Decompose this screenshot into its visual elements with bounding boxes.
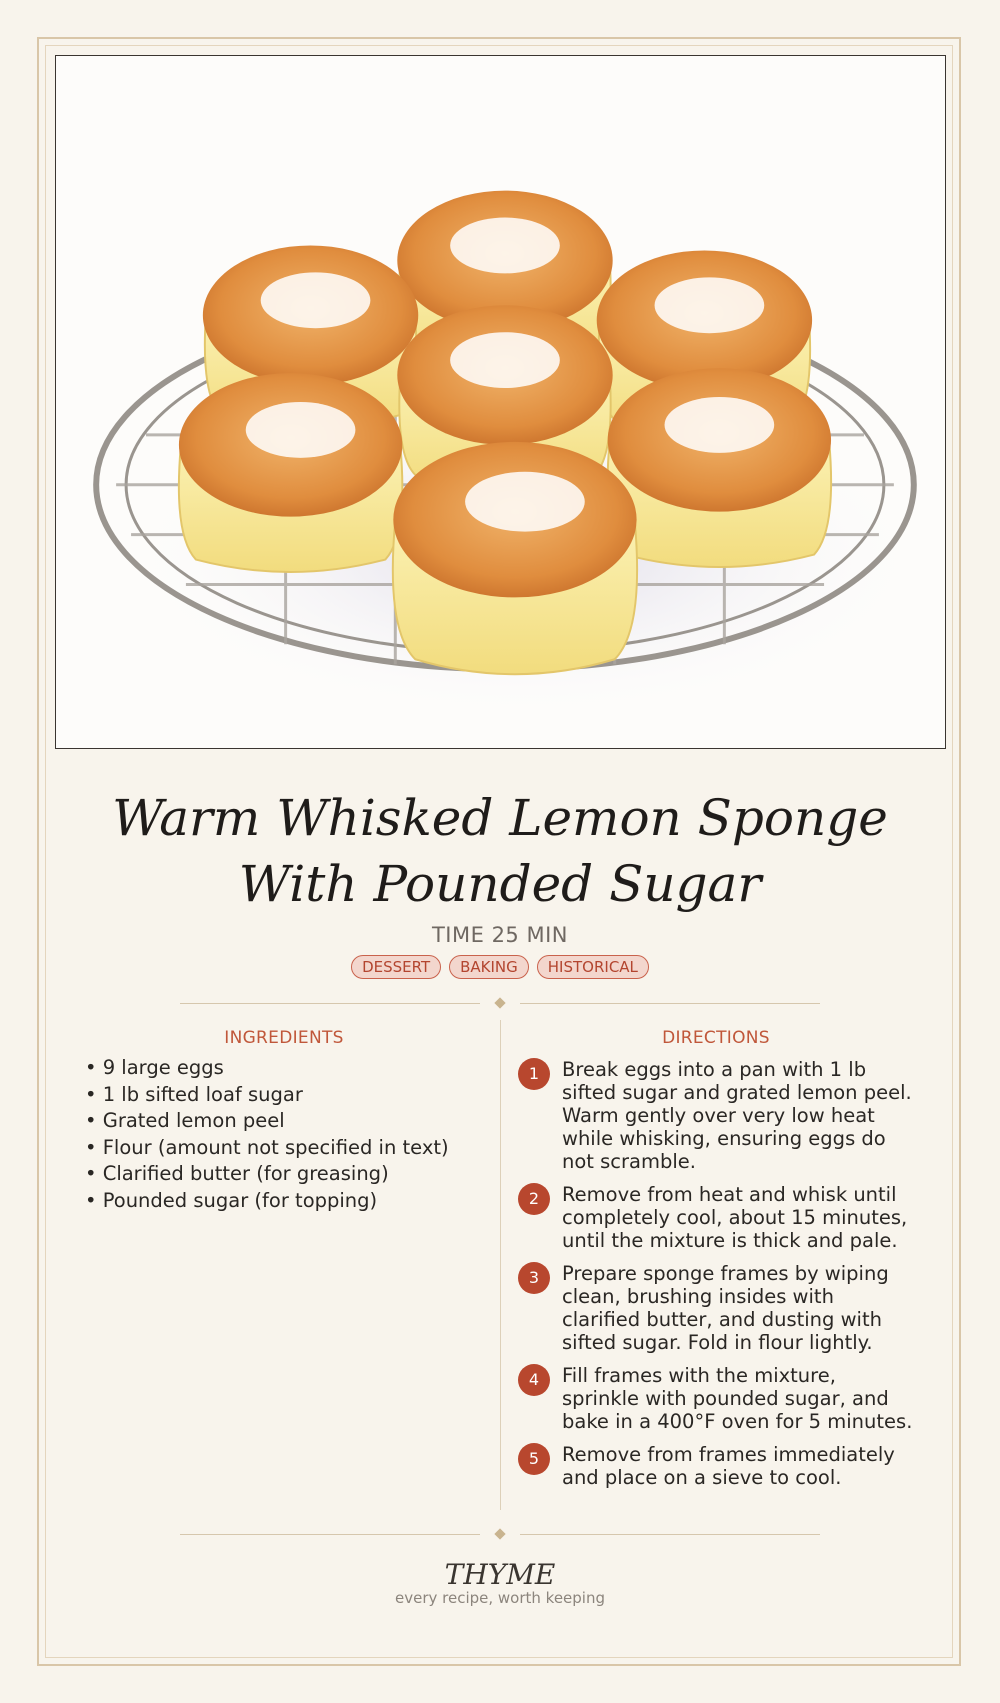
tag-historical[interactable]: HISTORICAL <box>537 955 649 979</box>
step-text: Remove from heat and whisk until completely cool, about 15 minutes, until the mixture is thick and pale. <box>562 1183 908 1252</box>
brand-name: THYME <box>444 1558 556 1591</box>
ingredient-item: • Flour (amount not specified in text) <box>85 1135 449 1162</box>
column-separator <box>500 1020 501 1510</box>
ingredient-item: • Clarified butter (for greasing) <box>85 1161 449 1188</box>
step-number-badge: 1 <box>518 1058 550 1090</box>
step-number-badge: 5 <box>518 1443 550 1475</box>
directions-heading: DIRECTIONS <box>662 1028 770 1048</box>
step-text: Remove from frames immediately and place on a sieve to cool. <box>562 1443 895 1489</box>
ingredient-item: • Grated lemon peel <box>85 1108 449 1135</box>
ingredient-item: • 9 large eggs <box>85 1055 449 1082</box>
direction-step <box>518 1364 918 1433</box>
direction-step <box>518 1183 918 1252</box>
diamond-ornament-icon <box>494 1528 505 1539</box>
step-number-badge: 2 <box>518 1183 550 1215</box>
ingredients-heading: INGREDIENTS <box>224 1028 344 1048</box>
sponge-cakes-illustration <box>56 56 945 748</box>
step-number-badge: 3 <box>518 1262 550 1294</box>
directions-list <box>518 1058 918 1499</box>
tag-dessert[interactable]: DESSERT <box>351 955 441 979</box>
direction-step <box>518 1058 918 1173</box>
step-text: Prepare sponge frames by wiping clean, brushing insides with clarified butter, and dusting with sifted sugar. Fold in flour lightly. <box>562 1262 889 1354</box>
tag-list <box>0 955 1000 979</box>
ingredient-item: • Pounded sugar (for topping) <box>85 1188 449 1215</box>
recipe-photo <box>55 55 946 749</box>
step-number-badge: 4 <box>518 1364 550 1396</box>
ingredient-item: • 1 lb sifted loaf sugar <box>85 1082 449 1109</box>
step-text: Fill frames with the mixture, sprinkle with pounded sugar, and bake in a 400°F oven for 5 minutes. <box>562 1364 913 1433</box>
diamond-ornament-icon <box>494 997 505 1008</box>
step-text: Break eggs into a pan with 1 lb sifted sugar and grated lemon peel. Warm gently over very low heat while whisking, ensuring eggs do not scramble. <box>562 1058 912 1173</box>
direction-step <box>518 1262 918 1354</box>
brand-tagline: every recipe, worth keeping <box>394 1589 605 1607</box>
cook-time: TIME 25 MIN <box>431 923 568 947</box>
direction-step <box>518 1443 918 1489</box>
top-divider <box>180 997 820 1011</box>
tag-baking[interactable]: BAKING <box>449 955 529 979</box>
bottom-divider <box>180 1528 820 1542</box>
ingredients-list <box>85 1055 449 1214</box>
recipe-title: Warm Whisked Lemon Sponge With Pounded Sugar <box>112 789 888 913</box>
